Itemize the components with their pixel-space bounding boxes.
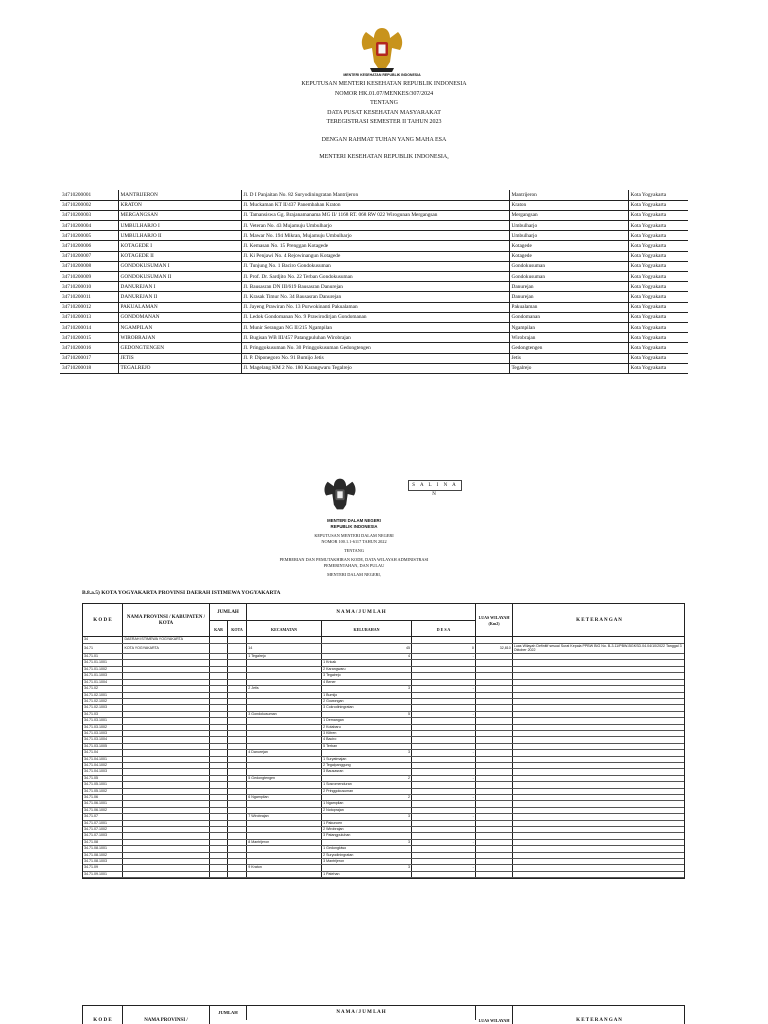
puskesmas-code: 34710200003 — [60, 210, 118, 220]
kelurahan-cell: 3 — [322, 865, 412, 871]
decree-invocation: DENGAN RAHMAT TUHAN YANG MAHA ESA — [321, 136, 447, 143]
desa-cell: - — [412, 711, 476, 717]
puskesmas-address: Jl. Bausasran DN III/619 Bausasran Danurejan — [241, 282, 509, 292]
kode-cell: 34.71.04.1002 — [83, 762, 123, 768]
puskesmas-kecamatan: Kotagede — [509, 241, 628, 251]
puskesmas-kecamatan: Umbulharjo — [509, 231, 628, 241]
kecamatan-cell: 5 Gedongtengen — [247, 775, 322, 781]
col-luas: LUAS WILAYAH (Km2) — [476, 604, 513, 637]
table-row — [60, 251, 688, 261]
kode-cell: 34.71.09.1001 — [83, 871, 123, 877]
col-keterangan: K E T E R A N G A N — [576, 617, 622, 623]
kelurahan-cell: 1 Sosromenduran — [322, 782, 412, 788]
col-jumlah: JUMLAH — [210, 1006, 247, 1020]
kecamatan-cell: 6 Ngampilan — [247, 795, 322, 801]
wilayah-table-header — [83, 604, 684, 637]
desa-cell: - — [412, 775, 476, 781]
kelurahan-cell: 2 Gowongan — [322, 698, 412, 704]
kelurahan-cell: 2 Notoprajan — [322, 807, 412, 813]
puskesmas-address: Jl. Tunjung No. 1 Baciro Gondokusuman — [241, 261, 509, 271]
col-kota: KOTA — [228, 621, 247, 637]
puskesmas-kecamatan: Umbulharjo — [509, 221, 628, 231]
puskesmas-kecamatan: Mergangsan — [509, 210, 628, 220]
table-row — [60, 292, 688, 302]
kelurahan-cell: 2 — [322, 795, 412, 801]
garuda-emblem-icon — [356, 22, 408, 74]
puskesmas-table — [60, 190, 688, 374]
kecamatan-cell: 9 Kraton — [247, 865, 322, 871]
table-row — [60, 333, 688, 343]
desa-cell: 0 — [412, 643, 476, 653]
kelurahan-cell: 2 Karangwaru — [322, 666, 412, 672]
puskesmas-code: 34710200008 — [60, 261, 118, 271]
kode-cell: 34.71.04.1003 — [83, 769, 123, 775]
puskesmas-address: Jl. Jayeng Prawiran No. 13 Purwokinanti Pakualaman — [241, 302, 509, 312]
puskesmas-code: 34710200001 — [60, 190, 118, 200]
puskesmas-name: PAKUALAMAN — [118, 302, 241, 312]
puskesmas-address: Jl. Tamansiswa Gg. Brajanamanama MG II/ 1168 RT. 068 RW 022 Wirogunan Mergangsan — [241, 210, 509, 220]
puskesmas-name: UMBULHARJO II — [118, 231, 241, 241]
puskesmas-name: MANTRIJERON — [118, 190, 241, 200]
puskesmas-city: Kota Yogyakarta — [628, 322, 688, 332]
desa-cell — [412, 871, 476, 877]
table-row — [60, 241, 688, 251]
kelurahan-cell: 2 Pringgokusuman — [322, 788, 412, 794]
garuda-emblem-icon — [320, 474, 360, 514]
desa-cell: - — [412, 795, 476, 801]
kelurahan-cell: 3 — [322, 839, 412, 845]
kode-cell: 34.71.05 — [83, 775, 123, 781]
puskesmas-code: 34710200018 — [60, 363, 118, 373]
puskesmas-address: Jl. Magelang KM 2 No. 180 Karangwaru Tegalrejo — [241, 363, 509, 373]
issuer-title: MENTERI DALAM NEGERI — [327, 518, 381, 523]
kode-cell: 34.71.08.1001 — [83, 846, 123, 852]
keterangan-cell — [512, 871, 684, 877]
kode-cell: 34.71.08.1002 — [83, 852, 123, 858]
mendagri-header — [240, 518, 468, 578]
kecamatan-cell: 3 Gondokusuman — [247, 711, 322, 717]
kode-cell: 34.71.05.1001 — [83, 782, 123, 788]
col-keterangan: K E T E R A N G A N — [576, 1018, 622, 1023]
nama-cell — [123, 871, 210, 877]
document-page-kepmendagri — [240, 468, 468, 584]
kelurahan-cell: 3 Patangpuluhan — [322, 833, 412, 839]
puskesmas-kecamatan: Gedongtengen — [509, 343, 628, 353]
puskesmas-name: TEGALREJO — [118, 363, 241, 373]
kode-cell: 34.71.02 — [83, 686, 123, 692]
decree-title: KEPUTUSAN MENTERI KESEHATAN REPUBLIK INDONESIA — [301, 81, 467, 87]
col-kab: KAB — [210, 621, 228, 637]
kode-cell: 34.71.08 — [83, 839, 123, 845]
kelurahan-cell: 1 Bumijo — [322, 692, 412, 698]
kelurahan-cell: 2 Wirobrajan — [322, 827, 412, 833]
table-row — [60, 282, 688, 292]
puskesmas-name: WIROBRAJAN — [118, 333, 241, 343]
col-kode: K O D E — [83, 604, 123, 637]
puskesmas-name: GONDOMANAN — [118, 312, 241, 322]
puskesmas-code: 34710200016 — [60, 343, 118, 353]
luas-cell: 32,810 — [475, 643, 512, 653]
kode-cell: 34 — [83, 637, 123, 643]
kode-cell: 34.71.07.1002 — [83, 827, 123, 833]
col-jumlah: JUMLAH — [210, 604, 247, 620]
decree-number: NOMOR HK.01.07/MENKES/307/2024 — [334, 90, 434, 97]
kecamatan-cell — [247, 871, 322, 877]
puskesmas-address: Jl. Veteran No. 43 Mujamuju Umbulharjo — [241, 221, 509, 231]
decree-subject: DATA PUSAT KESEHATAN MASYARAKAT — [327, 109, 441, 116]
puskesmas-address: Jl. Muckaman KT II/437 Panembahan Kraton — [241, 200, 509, 210]
table-row — [60, 312, 688, 322]
puskesmas-code: 34710200010 — [60, 282, 118, 292]
kota-cell — [228, 871, 247, 877]
puskesmas-city: Kota Yogyakarta — [628, 241, 688, 251]
puskesmas-kecamatan: Mantrijeron — [509, 190, 628, 200]
puskesmas-city: Kota Yogyakarta — [628, 282, 688, 292]
desa-cell: - — [412, 865, 476, 871]
puskesmas-address: Jl. Kemasan No. 15 Prenggan Kotagede — [241, 241, 509, 251]
kode-cell: 34.71.01.1002 — [83, 666, 123, 672]
puskesmas-code: 34710200012 — [60, 302, 118, 312]
decree-issuer: MENTERI KESEHATAN REPUBLIK INDONESIA, — [319, 154, 449, 160]
puskesmas-city: Kota Yogyakarta — [628, 251, 688, 261]
table-row — [60, 353, 688, 363]
puskesmas-address: Jl. P. Diponegoro No. 91 Bumijo Jetis — [241, 353, 509, 363]
kelurahan-cell: 3 Mantrijeron — [322, 859, 412, 865]
kode-cell: 34.71.01.1004 — [83, 679, 123, 685]
kelurahan-cell: 2 — [322, 775, 412, 781]
puskesmas-name: GEDONGTENGEN — [118, 343, 241, 353]
puskesmas-city: Kota Yogyakarta — [628, 292, 688, 302]
kecamatan-cell: 7 Wirobrajan — [247, 814, 322, 820]
kelurahan-cell: 1 Suryatmajan — [322, 756, 412, 762]
nama-cell: DAERAH ISTIMEWA YOGYAKARTA — [123, 637, 210, 643]
issuer-country: REPUBLIK INDONESIA — [330, 524, 378, 529]
puskesmas-city: Kota Yogyakarta — [628, 261, 688, 271]
table-row — [60, 261, 688, 271]
kecamatan-cell: 8 Mantrijeron — [247, 839, 322, 845]
kode-cell: 34.71.06.1001 — [83, 801, 123, 807]
keterangan-cell: Luas Wilayah Definitif sesuai Surat Kepala PPBW BIG No. B-3.11/PBW-BGKSD.04.04/10/2022 Tanggal 3 Oktober 2022 — [512, 643, 684, 653]
decree-title: KEPUTUSAN MENTERI DALAM NEGERI — [314, 533, 394, 538]
puskesmas-kecamatan: Pakualaman — [509, 302, 628, 312]
puskesmas-city: Kota Yogyakarta — [628, 190, 688, 200]
table-row — [83, 871, 684, 877]
kode-cell: 34.71.03 — [83, 711, 123, 717]
decree-header — [60, 80, 708, 163]
kab-cell — [210, 871, 228, 877]
puskesmas-address: Jl. Krasak Timur No. 34 Bausasran Danurejan — [241, 292, 509, 302]
kelurahan-cell: 3 Klitren — [322, 730, 412, 736]
kode-cell: 34.71.01 — [83, 654, 123, 660]
desa-cell: - — [412, 686, 476, 692]
col-nama-jumlah: N A M A / J U M L A H — [247, 604, 476, 620]
section-title: B.8.a.5) KOTA YOGYAKARTA PROVINSI DAERAH ISTIMEWA YOGYAKARTA — [82, 590, 281, 596]
emblem-caption: MENTERI KESEHATAN REPUBLIK INDONESIA — [343, 73, 421, 77]
kode-cell: 34.71.03.1005 — [83, 743, 123, 749]
kelurahan-cell: 3 — [322, 750, 412, 756]
kota-cell — [228, 643, 247, 653]
wilayah-table-body — [83, 637, 684, 878]
puskesmas-city: Kota Yogyakarta — [628, 343, 688, 353]
puskesmas-address: Jl. Prof. Dr. Sardjito No. 22 Terban Gondokusuman — [241, 272, 509, 282]
kode-cell: 34.71.06.1002 — [83, 807, 123, 813]
kode-cell: 34.71.02.1002 — [83, 698, 123, 704]
puskesmas-kecamatan: Gondokusuman — [509, 272, 628, 282]
puskesmas-code: 34710200017 — [60, 353, 118, 363]
table-row — [60, 231, 688, 241]
puskesmas-city: Kota Yogyakarta — [628, 221, 688, 231]
decree-number: NOMOR 100.1.1-6117 TAHUN 2022 — [321, 539, 387, 544]
table-row — [60, 200, 688, 210]
kelurahan-cell: 1 Patehan — [322, 871, 412, 877]
luas-cell — [475, 871, 512, 877]
col-luas: LUAS WILAYAH — [476, 1006, 513, 1024]
table-row — [60, 221, 688, 231]
kode-cell: 34.71 — [83, 643, 123, 653]
kelurahan-cell: 4 Bener — [322, 679, 412, 685]
kelurahan-cell: 45 — [322, 643, 412, 653]
puskesmas-code: 34710200005 — [60, 231, 118, 241]
kode-cell: 34.71.07 — [83, 814, 123, 820]
salinan-stamp: S A L I N A N — [408, 480, 462, 491]
puskesmas-city: Kota Yogyakarta — [628, 231, 688, 241]
puskesmas-code: 34710200004 — [60, 221, 118, 231]
kelurahan-cell: 3 Tegalrejo — [322, 673, 412, 679]
kelurahan-cell: 1 Gedongkiwo — [322, 846, 412, 852]
kode-cell: 34.71.01.1001 — [83, 660, 123, 666]
kecamatan-cell: 1 Tegalrejo — [247, 654, 322, 660]
puskesmas-kecamatan: Wirobrajan — [509, 333, 628, 343]
puskesmas-kecamatan: Jetis — [509, 353, 628, 363]
kelurahan-cell: 4 Baciro — [322, 737, 412, 743]
puskesmas-address: Jl. D I Panjaitan No. 82 Suryodiningratan Mantrijeron — [241, 190, 509, 200]
puskesmas-name: MERGANGSAN — [118, 210, 241, 220]
puskesmas-city: Kota Yogyakarta — [628, 200, 688, 210]
puskesmas-name: JETIS — [118, 353, 241, 363]
kode-cell: 34.71.01.1003 — [83, 673, 123, 679]
kode-cell: 34.71.02.1003 — [83, 705, 123, 711]
puskesmas-kecamatan: Tegalrejo — [509, 363, 628, 373]
col-kecamatan: KECAMATAN — [247, 621, 322, 637]
puskesmas-kecamatan: Danurejan — [509, 282, 628, 292]
col-kelurahan: KELURAHAN — [322, 621, 412, 637]
puskesmas-kecamatan: Ngampilan — [509, 322, 628, 332]
desa-cell: - — [412, 814, 476, 820]
puskesmas-city: Kota Yogyakarta — [628, 353, 688, 363]
puskesmas-kecamatan: Gondomanan — [509, 312, 628, 322]
kode-cell: 34.71.07.1001 — [83, 820, 123, 826]
kelurahan-cell: 1 Pakuncen — [322, 820, 412, 826]
nama-cell: KOTA YOGYAKARTA — [123, 643, 210, 653]
puskesmas-address: Jl. Mawar No. 194 Mikran, Mujamuju Umbulharjo — [241, 231, 509, 241]
puskesmas-name: NGAMPILAN — [118, 322, 241, 332]
puskesmas-city: Kota Yogyakarta — [628, 302, 688, 312]
kelurahan-cell: 3 Bausasran — [322, 769, 412, 775]
kode-cell: 34.71.06 — [83, 795, 123, 801]
puskesmas-name: KOTAGEDE II — [118, 251, 241, 261]
col-kode: K O D E — [83, 1006, 123, 1024]
puskesmas-city: Kota Yogyakarta — [628, 312, 688, 322]
puskesmas-address: Jl. Bugisan WB III/457 Patangpuluhan Wirobrajan — [241, 333, 509, 343]
decree-tentang: TENTANG — [344, 548, 364, 553]
puskesmas-name: DANUREJAN II — [118, 292, 241, 302]
kelurahan-cell: 1 Demangan — [322, 718, 412, 724]
puskesmas-address: Jl. Ki Penjawi No. 4 Rejowinangun Kotagede — [241, 251, 509, 261]
kecamatan-cell: 2 Jetis — [247, 686, 322, 692]
kelurahan-cell: 3 — [322, 686, 412, 692]
kode-cell: 34.71.05.1002 — [83, 788, 123, 794]
decree-subject-2: TEREGISTRASI SEMESTER II TAHUN 2023 — [326, 119, 442, 125]
puskesmas-name: KRATON — [118, 200, 241, 210]
desa-cell: - — [412, 654, 476, 660]
kode-cell: 34.71.03.1004 — [83, 737, 123, 743]
puskesmas-code: 34710200013 — [60, 312, 118, 322]
kelurahan-cell: 2 Kotabaru — [322, 724, 412, 730]
puskesmas-address: Jl. Munir Serangan NG II/215 Ngampilan — [241, 322, 509, 332]
puskesmas-code: 34710200006 — [60, 241, 118, 251]
puskesmas-code: 34710200015 — [60, 333, 118, 343]
desa-cell: - — [412, 839, 476, 845]
kode-cell: 34.71.04.1001 — [83, 756, 123, 762]
puskesmas-kecamatan: Kraton — [509, 200, 628, 210]
desa-cell: - — [412, 750, 476, 756]
puskesmas-code: 34710200014 — [60, 322, 118, 332]
kelurahan-cell: 3 Cokrodiningratan — [322, 705, 412, 711]
kecamatan-cell: 4 Danurejan — [247, 750, 322, 756]
table-row — [60, 343, 688, 353]
table-row — [60, 272, 688, 282]
col-nama-jumlah: N A M A / J U M L A H — [247, 1006, 476, 1020]
puskesmas-city: Kota Yogyakarta — [628, 363, 688, 373]
puskesmas-kecamatan: Danurejan — [509, 292, 628, 302]
puskesmas-code: 34710200002 — [60, 200, 118, 210]
puskesmas-address: Jl. Pringgokusuman No. 30 Pringgokusuman Gedongtengen — [241, 343, 509, 353]
decree-issuer: MENTERI DALAM NEGERI, — [327, 572, 381, 577]
kelurahan-cell: 2 Suryodiningratan — [322, 852, 412, 858]
puskesmas-code: 34710200011 — [60, 292, 118, 302]
kelurahan-cell: 1 Kricak — [322, 660, 412, 666]
kode-cell: 34.71.08.1003 — [83, 859, 123, 865]
decree-subject: PEMBERIAN DAN PEMUTAKHIRAN KODE, DATA WILAYAH ADMINISTRASI — [279, 557, 429, 562]
kelurahan-cell: 5 — [322, 711, 412, 717]
table-row — [60, 322, 688, 332]
kecamatan-cell: 14 — [247, 643, 322, 653]
puskesmas-name: KOTAGEDE I — [118, 241, 241, 251]
kelurahan-cell: 4 — [322, 654, 412, 660]
table-row — [60, 302, 688, 312]
wilayah-table-continued-header — [82, 1005, 685, 1024]
decree-tentang: TENTANG — [370, 100, 398, 106]
puskesmas-name: DANUREJAN I — [118, 282, 241, 292]
wilayah-table — [82, 603, 685, 879]
kode-cell: 34.71.04 — [83, 750, 123, 756]
kelurahan-cell: 2 Tegalpanggung — [322, 762, 412, 768]
table-row — [83, 643, 684, 653]
puskesmas-name: UMBULHARJO I — [118, 221, 241, 231]
kode-cell: 34.71.03.1003 — [83, 730, 123, 736]
puskesmas-code: 34710200007 — [60, 251, 118, 261]
puskesmas-kecamatan: Kotagede — [509, 251, 628, 261]
puskesmas-code: 34710200009 — [60, 272, 118, 282]
col-desa: D E S A — [412, 621, 476, 637]
kode-cell: 34.71.09 — [83, 865, 123, 871]
table-row — [60, 190, 688, 200]
table-row — [60, 363, 688, 373]
col-nama: NAMA PROVINSI / — [123, 1006, 210, 1024]
puskesmas-city: Kota Yogyakarta — [628, 333, 688, 343]
kode-cell: 34.71.02.1001 — [83, 692, 123, 698]
kelurahan-cell: 3 — [322, 814, 412, 820]
kelurahan-cell: 5 Terban — [322, 743, 412, 749]
puskesmas-name: GONDOKUSUMAN I — [118, 261, 241, 271]
kode-cell: 34.71.03.1002 — [83, 724, 123, 730]
puskesmas-city: Kota Yogyakarta — [628, 210, 688, 220]
table-row — [60, 210, 688, 220]
kelurahan-cell: 1 Ngampilan — [322, 801, 412, 807]
puskesmas-name: GONDOKUSUMAN II — [118, 272, 241, 282]
kode-cell: 34.71.03.1001 — [83, 718, 123, 724]
puskesmas-address: Jl. Ledok Gondomanan No. 9 Prawirodirjan Gondomanan — [241, 312, 509, 322]
kab-cell — [210, 643, 228, 653]
kode-cell: 34.71.07.1003 — [83, 833, 123, 839]
col-nama: NAMA PROVINSI / KABUPATEN / KOTA — [123, 604, 210, 637]
puskesmas-city: Kota Yogyakarta — [628, 272, 688, 282]
puskesmas-kecamatan: Gondokusuman — [509, 261, 628, 271]
decree-subject-2: PEMERINTAHAN, DAN PULAU — [323, 563, 385, 568]
